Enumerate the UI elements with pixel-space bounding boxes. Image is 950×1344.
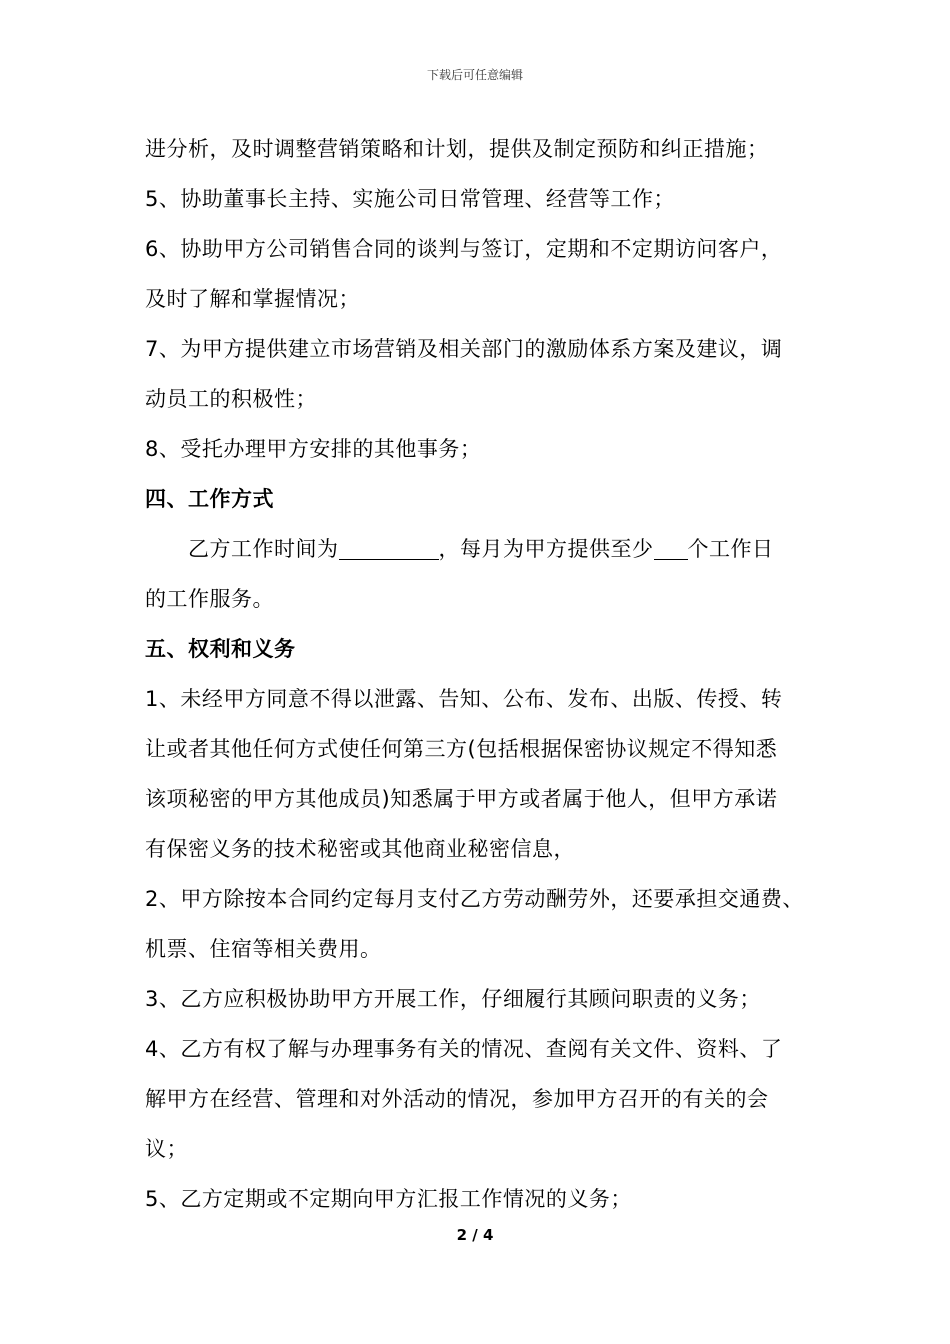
section-heading-work-method: 四、工作方式 [145,487,274,511]
page-number: 2 / 4 [456,1226,494,1244]
page-header: 下载后可任意编辑 [426,68,523,82]
document-body [145,124,825,1224]
paragraph-line: 进分析，及时调整营销策略和计划，提供及制定预防和纠正措施； [145,137,769,161]
work-days-text: ，每月为甲方提供至少 [438,537,654,561]
work-time-blank[interactable] [339,537,439,560]
clause-3-rights: 3、乙方应积极协助甲方开展工作，仔细履行其顾问职责的义务； [145,987,761,1011]
clause-4-rights: 4、乙方有权了解与办理事务有关的情况、查阅有关文件、资料、了 [145,1037,783,1061]
paragraph-line: 该项秘密的甲方其他成员)知悉属于甲方或者属于他人，但甲方承诺 [145,787,778,811]
paragraph-line: 议； [145,1137,188,1161]
work-time-line [145,524,825,574]
clause-7-duties: 7、为甲方提供建立市场营销及相关部门的激励体系方案及建议，调 [145,337,783,361]
paragraph-line: 及时了解和掌握情况； [145,287,360,311]
paragraph-line: 让或者其他任何方式使任何第三方(包括根据保密协议规定不得知悉 [145,737,778,761]
clause-2-rights: 2、甲方除按本合同约定每月支付乙方劳动酬劳外，还要承担交通费、 [145,887,804,911]
section-heading-rights-obligations: 五、权利和义务 [145,637,296,661]
work-time-text: 乙方工作时间为 [188,537,339,561]
paragraph-line: 的工作服务。 [145,587,274,611]
clause-1-rights: 1、未经甲方同意不得以泄露、告知、公布、发布、出版、传授、转 [145,687,783,711]
work-days-suffix: 个工作日 [687,537,774,561]
clause-5-rights: 5、乙方定期或不定期向甲方汇报工作情况的义务； [145,1187,632,1211]
work-days-blank[interactable] [654,537,688,560]
paragraph-line: 动员工的积极性； [145,387,317,411]
clause-5-duties: 5、协助董事长主持、实施公司日常管理、经营等工作； [145,187,675,211]
paragraph-line: 解甲方在经营、管理和对外活动的情况，参加甲方召开的有关的会 [145,1087,769,1111]
paragraph-line: 机票、住宿等相关费用。 [145,937,382,961]
paragraph-line: 有保密义务的技术秘密或其他商业秘密信息， [145,837,575,861]
clause-8-duties: 8、受托办理甲方安排的其他事务； [145,437,482,461]
clause-6-duties: 6、协助甲方公司销售合同的谈判与签订，定期和不定期访问客户， [145,237,783,261]
